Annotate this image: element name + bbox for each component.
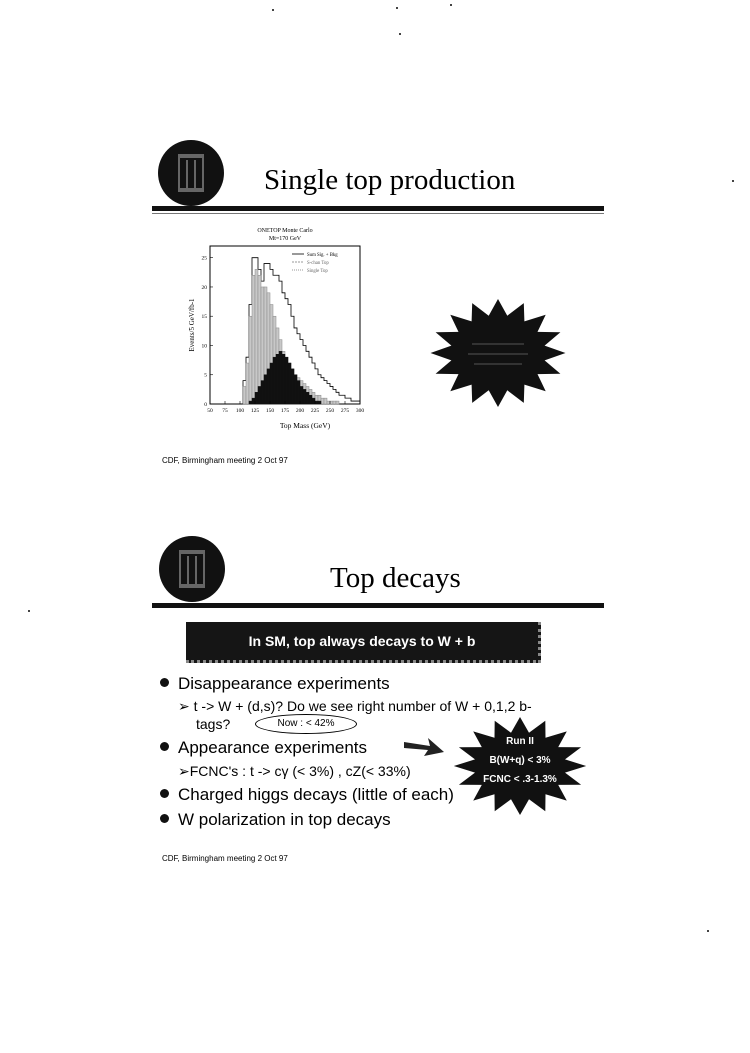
fermilab-logo bbox=[158, 140, 224, 206]
pointer-arrow-icon bbox=[404, 734, 444, 758]
histogram-bar-schan bbox=[330, 401, 333, 404]
histogram-bar-single-top bbox=[279, 351, 282, 404]
x-tick-label: 175 bbox=[280, 408, 290, 414]
histogram-bar-single-top bbox=[267, 369, 270, 404]
histogram-bar-schan bbox=[249, 316, 252, 404]
current-limit-oval: Now : < 42% bbox=[255, 714, 357, 734]
histogram-bar-schan bbox=[252, 275, 255, 404]
bullet-w-polarization bbox=[160, 810, 391, 830]
legend-entry: Single Top bbox=[307, 269, 328, 274]
histogram-bar-single-top bbox=[258, 386, 261, 404]
y-tick-label: 0 bbox=[204, 402, 207, 408]
bullet-disappearance bbox=[160, 674, 390, 694]
bullet-text: Disappearance experiments bbox=[178, 674, 390, 693]
starburst-badge bbox=[430, 298, 566, 408]
histogram-bar-single-top bbox=[297, 381, 300, 404]
scan-speck bbox=[707, 930, 709, 932]
y-tick-label: 20 bbox=[201, 284, 207, 291]
fermilab-logo bbox=[159, 536, 225, 602]
histogram-bar-schan bbox=[327, 401, 330, 404]
bullet-text: Appearance experiments bbox=[178, 738, 368, 757]
histogram-bar-single-top bbox=[282, 354, 285, 404]
histogram-bar-single-top bbox=[276, 354, 279, 404]
slide-footer: CDF, Birmingham meeting 2 Oct 97 bbox=[162, 456, 288, 465]
summary-banner: In SM, top always decays to W + b bbox=[186, 622, 541, 663]
title-rule-shadow bbox=[152, 213, 604, 214]
run2-bwq-limit: B(W+q) < 3% bbox=[489, 755, 551, 766]
arrowhead-icon: ➢ bbox=[178, 698, 190, 714]
x-axis-label: Top Mass (GeV) bbox=[279, 421, 331, 430]
histogram-bar-schan bbox=[333, 401, 336, 404]
histogram-bar-schan bbox=[321, 398, 324, 404]
histogram-bar-single-top bbox=[303, 389, 306, 404]
histogram-bar-single-top bbox=[318, 401, 321, 404]
bullet-dot bbox=[160, 814, 169, 823]
histogram-bar-schan bbox=[246, 363, 249, 404]
histogram-bar-schan bbox=[258, 275, 261, 404]
histogram-bar-single-top bbox=[255, 392, 258, 404]
histogram-bar-single-top bbox=[249, 401, 252, 404]
legend-entry: Sum Sig. + Bkg bbox=[307, 253, 338, 258]
sub-bullet-text: t -> W + (d,s)? Do we see right number of W + 0,1,2 b- bbox=[193, 698, 532, 714]
histogram-bar-schan bbox=[243, 386, 246, 404]
histogram-bar-single-top bbox=[252, 398, 255, 404]
bullet-dot bbox=[160, 742, 169, 751]
run2-starburst bbox=[452, 716, 588, 816]
histogram-bar-single-top bbox=[309, 395, 312, 404]
histogram-bar-single-top bbox=[294, 375, 297, 404]
starburst-shape bbox=[454, 717, 586, 815]
bullet-text: W polarization in top decays bbox=[178, 810, 391, 829]
slide-top-decays bbox=[0, 520, 750, 880]
bullet-text: Charged higgs decays (little of each) bbox=[178, 785, 454, 804]
y-tick-label: 15 bbox=[201, 314, 207, 321]
histogram-bar-schan bbox=[324, 398, 327, 404]
x-tick-label: 150 bbox=[265, 408, 275, 414]
histogram-bar-single-top bbox=[261, 381, 264, 404]
histogram-bar-single-top bbox=[312, 398, 315, 404]
arrowhead-icon: ➢ bbox=[178, 763, 190, 779]
x-tick-label: 100 bbox=[235, 408, 245, 414]
single-top-mass-chart bbox=[180, 222, 380, 442]
x-tick-label: 200 bbox=[295, 408, 305, 414]
x-tick-label: 250 bbox=[325, 408, 335, 414]
x-tick-label: 125 bbox=[250, 408, 260, 414]
histogram-bar-single-top bbox=[315, 401, 318, 404]
chart-subtitle: Mt=170 GeV bbox=[268, 236, 302, 242]
y-tick-label: 10 bbox=[201, 343, 207, 350]
histogram-bar-single-top bbox=[300, 386, 303, 404]
title-rule bbox=[152, 603, 604, 608]
starburst-shape bbox=[431, 299, 566, 407]
legend-entry: S-chan Top bbox=[307, 261, 329, 266]
histogram-bar-single-top bbox=[291, 369, 294, 404]
histogram-bar-single-top bbox=[288, 363, 291, 404]
histogram-bar-single-top bbox=[306, 392, 309, 404]
histogram-bar-single-top bbox=[270, 363, 273, 404]
y-tick-label: 25 bbox=[201, 255, 207, 262]
slide-title: Single top production bbox=[264, 164, 516, 196]
chart-title: ONETOP Monte Carlo bbox=[257, 228, 313, 234]
sub-bullet-text: FCNC's : t -> cγ (< 3%) , cZ(< 33%) bbox=[189, 763, 411, 779]
histogram-bar-single-top bbox=[264, 375, 267, 404]
fermilab-logo-mark bbox=[178, 154, 204, 192]
chart-bars bbox=[243, 258, 360, 404]
slide-single-top bbox=[0, 0, 750, 500]
run2-label: Run II bbox=[506, 736, 534, 747]
bullet-charged-higgs bbox=[160, 785, 454, 805]
x-tick-label: 275 bbox=[340, 408, 350, 414]
bullet-dot bbox=[160, 678, 169, 687]
title-rule bbox=[152, 206, 604, 211]
sub-bullet-disappearance bbox=[178, 698, 532, 715]
sub-bullet-fcnc bbox=[178, 763, 411, 780]
slide-title: Top decays bbox=[330, 562, 461, 594]
x-tick-label: 300 bbox=[355, 408, 365, 414]
bullet-dot bbox=[160, 789, 169, 798]
histogram-bar-schan bbox=[255, 269, 258, 404]
y-axis-label: Events/5 GeV/fb-1 bbox=[188, 298, 196, 352]
y-tick-label: 5 bbox=[204, 372, 207, 379]
histogram-bar-single-top bbox=[285, 357, 288, 404]
fermilab-logo-mark bbox=[179, 550, 205, 588]
histogram-bar-single-top bbox=[273, 357, 276, 404]
x-tick-label: 50 bbox=[207, 408, 213, 414]
x-tick-label: 225 bbox=[310, 408, 320, 414]
run2-fcnc-limit: FCNC < .3-1.3% bbox=[483, 774, 557, 785]
slide-footer: CDF, Birmingham meeting 2 Oct 97 bbox=[162, 854, 288, 863]
histogram-bar-schan bbox=[336, 401, 339, 404]
bullet-appearance bbox=[160, 738, 367, 758]
x-tick-label: 75 bbox=[222, 408, 228, 414]
sub-bullet-continuation: tags? bbox=[196, 716, 231, 732]
